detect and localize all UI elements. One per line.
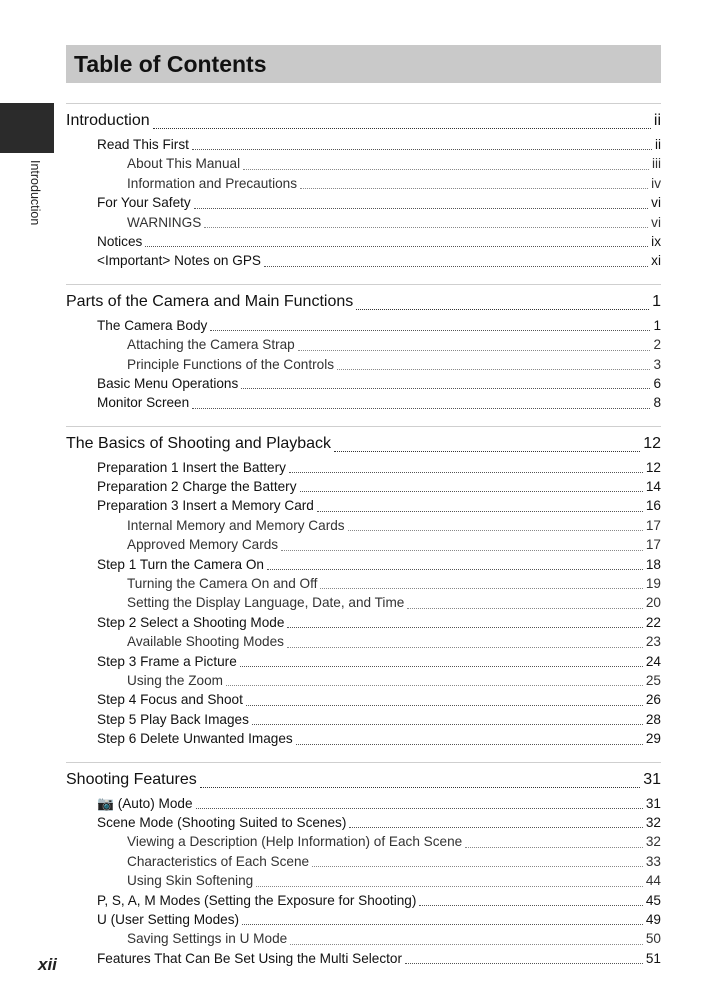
entry-title: Introduction bbox=[66, 112, 150, 129]
entry-page: 17 bbox=[645, 517, 661, 533]
entry-title: Attaching the Camera Strap bbox=[127, 337, 295, 353]
toc-chapter-entry[interactable] bbox=[66, 108, 661, 133]
entry-page: 31 bbox=[645, 795, 661, 811]
dot-leader bbox=[407, 608, 643, 609]
entry-page: 23 bbox=[645, 634, 661, 650]
entry-title: Monitor Screen bbox=[97, 395, 190, 411]
dot-leader bbox=[317, 511, 643, 512]
entry-title: Characteristics of Each Scene bbox=[127, 853, 310, 869]
toc-subsection-entry[interactable] bbox=[66, 852, 661, 871]
entry-title: Preparation 2 Charge the Battery bbox=[97, 479, 297, 495]
entry-title: Step 5 Play Back Images bbox=[97, 711, 249, 727]
toc-subsection-entry[interactable] bbox=[66, 593, 661, 612]
toc-section-entry[interactable] bbox=[66, 458, 661, 477]
entry-page: 28 bbox=[645, 711, 661, 727]
page-number: xii bbox=[38, 955, 57, 974]
toc-section-entry[interactable] bbox=[66, 135, 661, 154]
entry-title: 📷 (Auto) Mode bbox=[97, 795, 193, 811]
entry-page: 12 bbox=[643, 434, 661, 452]
toc-chapter-entry[interactable] bbox=[66, 431, 661, 456]
entry-title: For Your Safety bbox=[97, 195, 191, 211]
dot-leader bbox=[194, 208, 648, 209]
entry-page: 29 bbox=[645, 731, 661, 747]
dot-leader bbox=[192, 408, 650, 409]
dot-leader bbox=[241, 388, 650, 389]
toc-section-entry[interactable] bbox=[66, 891, 661, 910]
entry-page: 32 bbox=[645, 834, 661, 850]
toc-subsection-entry[interactable] bbox=[66, 335, 661, 354]
entry-page: 16 bbox=[645, 498, 661, 514]
entry-title: Setting the Display Language, Date, and Time bbox=[127, 595, 405, 611]
toc-section-entry[interactable] bbox=[66, 652, 661, 671]
toc-section-entry[interactable] bbox=[66, 710, 661, 729]
entry-title: Basic Menu Operations bbox=[97, 375, 239, 391]
toc-subsection-entry[interactable] bbox=[66, 871, 661, 890]
dot-leader bbox=[465, 847, 643, 848]
dot-leader bbox=[153, 128, 651, 129]
toc-section bbox=[66, 426, 661, 749]
chapter-marker bbox=[0, 103, 54, 153]
dot-leader bbox=[334, 451, 640, 452]
toc-section-entry[interactable] bbox=[66, 690, 661, 709]
toc-section-entry[interactable] bbox=[66, 910, 661, 929]
entry-page: vi bbox=[651, 195, 661, 211]
dot-leader bbox=[405, 963, 643, 964]
entry-title: WARNINGS bbox=[127, 214, 202, 230]
toc-section-entry[interactable] bbox=[66, 251, 661, 270]
entry-title: Principle Functions of the Controls bbox=[127, 356, 335, 372]
entry-title: Using Skin Softening bbox=[127, 873, 254, 889]
entry-page: 51 bbox=[645, 950, 661, 966]
entry-page: iii bbox=[651, 156, 661, 172]
entry-page: 17 bbox=[645, 537, 661, 553]
entry-page: 26 bbox=[645, 692, 661, 708]
toc-subsection-entry[interactable] bbox=[66, 355, 661, 374]
toc-section-entry[interactable] bbox=[66, 232, 661, 251]
entry-page: 18 bbox=[645, 556, 661, 572]
entry-title: Step 2 Select a Shooting Mode bbox=[97, 614, 285, 630]
toc-subsection-entry[interactable] bbox=[66, 929, 661, 948]
entry-page: 50 bbox=[645, 931, 661, 947]
entry-title: Read This First bbox=[97, 137, 189, 152]
dot-leader bbox=[240, 666, 643, 667]
toc-subsection-entry[interactable] bbox=[66, 832, 661, 851]
entry-title: Step 3 Frame a Picture bbox=[97, 653, 237, 669]
dot-leader bbox=[320, 588, 642, 589]
entry-page: ii bbox=[654, 137, 661, 152]
entry-title: Preparation 3 Insert a Memory Card bbox=[97, 498, 314, 514]
toc-subsection-entry[interactable] bbox=[66, 516, 661, 535]
entry-page: 32 bbox=[645, 814, 661, 830]
dot-leader bbox=[204, 227, 648, 228]
chapter-tab-label: Introduction bbox=[28, 160, 42, 226]
dot-leader bbox=[243, 169, 649, 170]
entry-page: ii bbox=[653, 112, 661, 129]
toc-subsection-entry[interactable] bbox=[66, 174, 661, 193]
entry-title: The Basics of Shooting and Playback bbox=[66, 434, 332, 452]
page-title: Table of Contents bbox=[74, 51, 267, 77]
toc-subsection-entry[interactable] bbox=[66, 535, 661, 554]
entry-title: Internal Memory and Memory Cards bbox=[127, 517, 345, 533]
dot-leader bbox=[145, 246, 648, 247]
dot-leader bbox=[356, 309, 649, 310]
toc-section-entry[interactable] bbox=[66, 949, 661, 968]
entry-page: 3 bbox=[653, 356, 661, 372]
entry-title: Shooting Features bbox=[66, 770, 197, 788]
dot-leader bbox=[289, 472, 643, 473]
dot-leader bbox=[287, 647, 643, 648]
chapter-tab bbox=[22, 160, 48, 250]
entry-page: ix bbox=[651, 233, 661, 249]
toc-section-entry[interactable] bbox=[66, 316, 661, 335]
entry-page: 12 bbox=[645, 459, 661, 475]
toc-section-entry[interactable] bbox=[66, 393, 661, 412]
entry-title: Saving Settings in U Mode bbox=[127, 931, 288, 947]
toc-section-entry[interactable] bbox=[66, 794, 661, 813]
entry-page: 8 bbox=[653, 395, 661, 411]
entry-title: Using the Zoom bbox=[127, 672, 223, 688]
entry-title: Available Shooting Modes bbox=[127, 634, 284, 650]
entry-title: Approved Memory Cards bbox=[127, 537, 279, 553]
dot-leader bbox=[348, 530, 643, 531]
toc-section-entry[interactable] bbox=[66, 496, 661, 515]
toc-section-entry[interactable] bbox=[66, 374, 661, 393]
entry-page: 31 bbox=[643, 770, 661, 788]
toc-chapter-entry[interactable] bbox=[66, 289, 661, 314]
dot-leader bbox=[419, 905, 643, 906]
entry-title: Information and Precautions bbox=[127, 175, 298, 191]
dot-leader bbox=[298, 350, 651, 351]
dot-leader bbox=[300, 491, 643, 492]
toc-section bbox=[66, 284, 661, 413]
toc-section bbox=[66, 103, 661, 271]
entry-title: Scene Mode (Shooting Suited to Scenes) bbox=[97, 814, 347, 830]
entry-page: 45 bbox=[645, 892, 661, 908]
entry-title: P, S, A, M Modes (Setting the Exposure for Shooting) bbox=[97, 892, 417, 908]
toc-section-entry[interactable] bbox=[66, 813, 661, 832]
toc-subsection-entry[interactable] bbox=[66, 574, 661, 593]
entry-page: 1 bbox=[652, 292, 661, 310]
entry-page: vi bbox=[651, 214, 661, 230]
dot-leader bbox=[300, 188, 648, 189]
entry-title: <Important> Notes on GPS bbox=[97, 253, 261, 269]
entry-page: 49 bbox=[645, 911, 661, 927]
entry-page: 25 bbox=[645, 672, 661, 688]
entry-page: 24 bbox=[645, 653, 661, 669]
entry-title: Step 6 Delete Unwanted Images bbox=[97, 731, 293, 747]
entry-page: 2 bbox=[653, 337, 661, 353]
dot-leader bbox=[267, 569, 643, 570]
dot-leader bbox=[210, 330, 650, 331]
entry-page: 20 bbox=[645, 595, 661, 611]
entry-title: Parts of the Camera and Main Functions bbox=[66, 292, 354, 310]
entry-title: Notices bbox=[97, 233, 143, 249]
entry-page: 6 bbox=[653, 375, 661, 391]
toc-subsection-entry[interactable] bbox=[66, 154, 661, 173]
toc-subsection-entry[interactable] bbox=[66, 671, 661, 690]
toc-subsection-entry[interactable] bbox=[66, 213, 661, 232]
dot-leader bbox=[252, 724, 643, 725]
dot-leader bbox=[196, 808, 643, 809]
entry-title: Step 4 Focus and Shoot bbox=[97, 692, 243, 708]
entry-title: The Camera Body bbox=[97, 317, 208, 333]
entry-page: xi bbox=[651, 253, 661, 269]
dot-leader bbox=[242, 924, 643, 925]
dot-leader bbox=[192, 149, 652, 150]
dot-leader bbox=[296, 744, 643, 745]
dot-leader bbox=[281, 550, 643, 551]
entry-title: Features That Can Be Set Using the Multi Selector bbox=[97, 950, 403, 966]
entry-title: Preparation 1 Insert the Battery bbox=[97, 459, 286, 475]
entry-page: 22 bbox=[645, 614, 661, 630]
dot-leader bbox=[264, 266, 648, 267]
dot-leader bbox=[349, 827, 643, 828]
entry-title: Step 1 Turn the Camera On bbox=[97, 556, 264, 572]
entry-page: 14 bbox=[645, 479, 661, 495]
toc-section-entry[interactable] bbox=[66, 193, 661, 212]
entry-title: Viewing a Description (Help Information) of Each Scene bbox=[127, 834, 463, 850]
entry-page: iv bbox=[651, 175, 661, 191]
dot-leader bbox=[256, 886, 643, 887]
toc-subsection-entry[interactable] bbox=[66, 632, 661, 651]
dot-leader bbox=[246, 705, 643, 706]
dot-leader bbox=[226, 685, 643, 686]
table-of-contents bbox=[66, 103, 661, 981]
toc-chapter-entry[interactable] bbox=[66, 767, 661, 792]
toc-section-entry[interactable] bbox=[66, 555, 661, 574]
toc-section-entry[interactable] bbox=[66, 477, 661, 496]
dot-leader bbox=[337, 369, 650, 370]
entry-page: 33 bbox=[645, 853, 661, 869]
toc-section-entry[interactable] bbox=[66, 729, 661, 748]
entry-page: 1 bbox=[653, 317, 661, 333]
dot-leader bbox=[287, 627, 642, 628]
toc-section-entry[interactable] bbox=[66, 613, 661, 632]
dot-leader bbox=[290, 944, 643, 945]
entry-page: 44 bbox=[645, 873, 661, 889]
dot-leader bbox=[312, 866, 643, 867]
entry-title: Turning the Camera On and Off bbox=[127, 576, 318, 592]
title-bar bbox=[66, 45, 661, 83]
entry-title: About This Manual bbox=[127, 156, 241, 172]
entry-page: 19 bbox=[645, 576, 661, 592]
toc-section bbox=[66, 762, 661, 969]
entry-title: U (User Setting Modes) bbox=[97, 911, 240, 927]
dot-leader bbox=[200, 787, 640, 788]
